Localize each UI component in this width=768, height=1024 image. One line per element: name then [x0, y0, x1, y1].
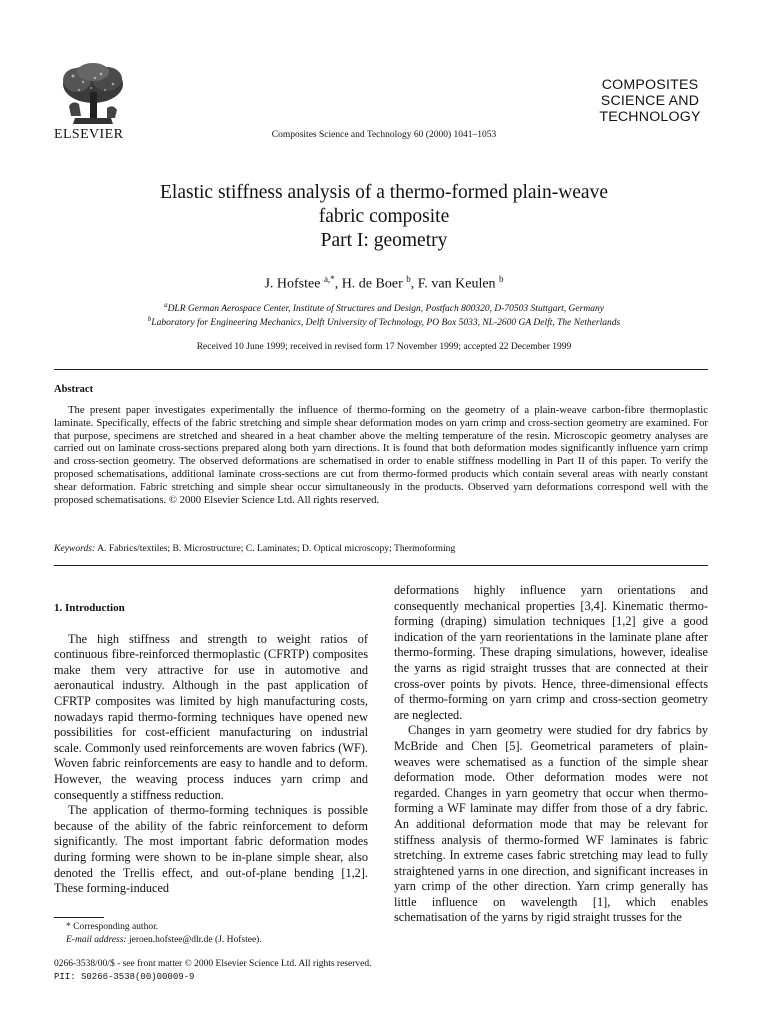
email-link[interactable]: jeroen.hofstee@dlr.de (J. Hofstee).	[126, 935, 262, 945]
journal-name-line: SCIENCE AND	[600, 93, 700, 109]
email-label: E-mail address:	[66, 935, 127, 945]
divider	[54, 565, 708, 566]
footnote-email	[54, 934, 262, 947]
affiliation-mark: b	[147, 315, 152, 323]
abstract-text: The present paper investigates experimentally the influence of thermo-forming on the geometry of a plain-weave carbon-fibre thermoplastic laminate. Specifically, effects of the fabric stretching and simple shear deformation modes on yarn crimp and cross-section geometry are examined. For that purpose, specimens are stretched and sheared in a heat chamber above the melting temperature of the resin. Microscopic geometry analyses are carried out on laminate cross-sections prepared along both yarn directions. It is found that both deformation modes significantly influence yarn crimp and cross-section geometry. The observed deformations are schematised in order to enable stiffness modelling in Part II of this paper. To verify the proposed schematisations, additional laminate cross-sections are cut from thermo-formed products which contain several areas with nearly constant shear deformation. Fabric stretching and simple shear occur simultaneously in the products. Observed yarn deformations correspond well with the proposed schematisations. © 2000 Elsevier Science Ltd. All rights reserved.	[54, 404, 708, 506]
author-superscript: b	[499, 274, 504, 284]
author-name: F. van Keulen	[417, 276, 496, 292]
page-footer	[54, 958, 371, 984]
left-column	[54, 601, 368, 897]
paragraph: deformations highly influence yarn orientations and consequently mechanical properties [3,4]. Kinematic thermo-forming (draping) simulation techniques [1,2] give a good indication of the yarn reorientations in the laminate plane after thermo-forming. These draping simulations, however, idealise the yarns as rigid straight trusses that are connected at their cross-over points by pivots. Hence, three-dimensional effects of thermo-forming on yarn crimp and cross-section geometry are neglected.	[394, 583, 708, 722]
title-line: Part I: geometry	[320, 230, 448, 251]
title-line: fabric composite	[318, 206, 450, 227]
affiliation-a	[0, 301, 768, 314]
author-list: J. Hofstee $^{a,*}$, H. de Boer $^b$, F. van Keulen $^b$	[264, 274, 504, 292]
affiliation-text: DLR German Aerospace Center, Institute of Structures and Design, Postfach 800320, D-70503 Stuttgart, Germany	[167, 304, 604, 315]
keywords-label: Keywords:	[54, 543, 96, 554]
paper-title	[80, 181, 688, 253]
elsevier-tree-logo	[55, 62, 131, 126]
journal-name-logo	[580, 77, 720, 125]
affiliation-text: Laboratory for Engineering Mechanics, Delft University of Technology, PO Box 5033, NL-2600 GA Delft, The Netherlands	[151, 318, 621, 329]
divider	[54, 369, 708, 370]
author-superscript: a,*	[323, 274, 335, 284]
paragraph: Changes in yarn geometry were studied for dry fabrics by McBride and Chen [5]. Geometrical parameters of plain-weaves were schematised as a function of the simple shear deformation mode. Other deformation modes were not regarded. Changes in yarn geometry that occur when thermo-forming a WF laminate may differ from those of a dry fabric. An additional deformation mode that may be relevant for stiffness analysis of thermo-formed WF laminates is fabric stretching. In extreme cases fabric stretching may lead to fully straightened yarns in one direction, and significant increases in yarn crimp of the other direction. Yarn crimp generally has little influence on wavelength [1], which enables schematisation of the yarns by rigid straight trusses for the	[394, 723, 708, 925]
journal-name-line: COMPOSITES	[601, 77, 699, 93]
paragraph: The high stiffness and strength to weight ratios of continuous fibre-reinforced thermoplastic (CFRTP) composites make them very attractive for use in automotive and aeronautical industry. Although in the past application of CFRTP composites was limited by high manufacturing costs, nowadays rapid thermo-forming techniques have opened new possibilities for cost-efficient manufacturing on industrial scale. Commonly used reinforcements are woven fabrics (WF). Woven fabric reinforcements are easy to handle and to deform. However, the weaving process induces yarn crimp and consequently a stiffness reduction.	[54, 631, 368, 802]
footnote-corresponding: * Corresponding author.	[66, 922, 159, 932]
abstract-heading: Abstract	[54, 384, 94, 395]
journal-name-line: TECHNOLOGY	[599, 109, 701, 125]
author-name: J. Hofstee	[264, 276, 321, 292]
keywords-text: A. Fabrics/textiles; B. Microstructure; C. Laminates; D. Optical microscopy; Thermoforming	[95, 543, 456, 554]
footnote-divider	[54, 917, 104, 918]
publisher-name: ELSEVIER	[54, 127, 124, 142]
keywords	[54, 543, 455, 554]
author-superscript: b	[406, 274, 411, 284]
footnote	[54, 921, 262, 947]
right-column	[394, 583, 708, 926]
section-heading: 1. Introduction	[54, 602, 125, 614]
affiliation-mark: a	[164, 301, 168, 309]
received-dates: Received 10 June 1999; received in revised form 17 November 1999; accepted 22 December 1999	[196, 342, 572, 352]
journal-reference: Composites Science and Technology 60 (2000) 1041–1053	[271, 130, 497, 140]
affiliation-b	[0, 315, 768, 328]
title-line: Elastic stiffness analysis of a thermo-formed plain-weave	[160, 182, 608, 203]
pii-line: PII: S0266-3538(00)00009-9	[54, 972, 195, 982]
copyright-line: 0266-3538/00/$ - see front matter © 2000 Elsevier Science Ltd. All rights reserved.	[54, 959, 372, 969]
author-name: H. de Boer	[341, 276, 403, 292]
paragraph: The application of thermo-forming techniques is possible because of the ability of the fabric reinforcement to deform significantly. The most important fabric deformation modes during forming were shown to be in-plane simple shear, also denoted the Trellis effect, and out-of-plane bending [1,2]. These forming-induced	[54, 803, 368, 896]
